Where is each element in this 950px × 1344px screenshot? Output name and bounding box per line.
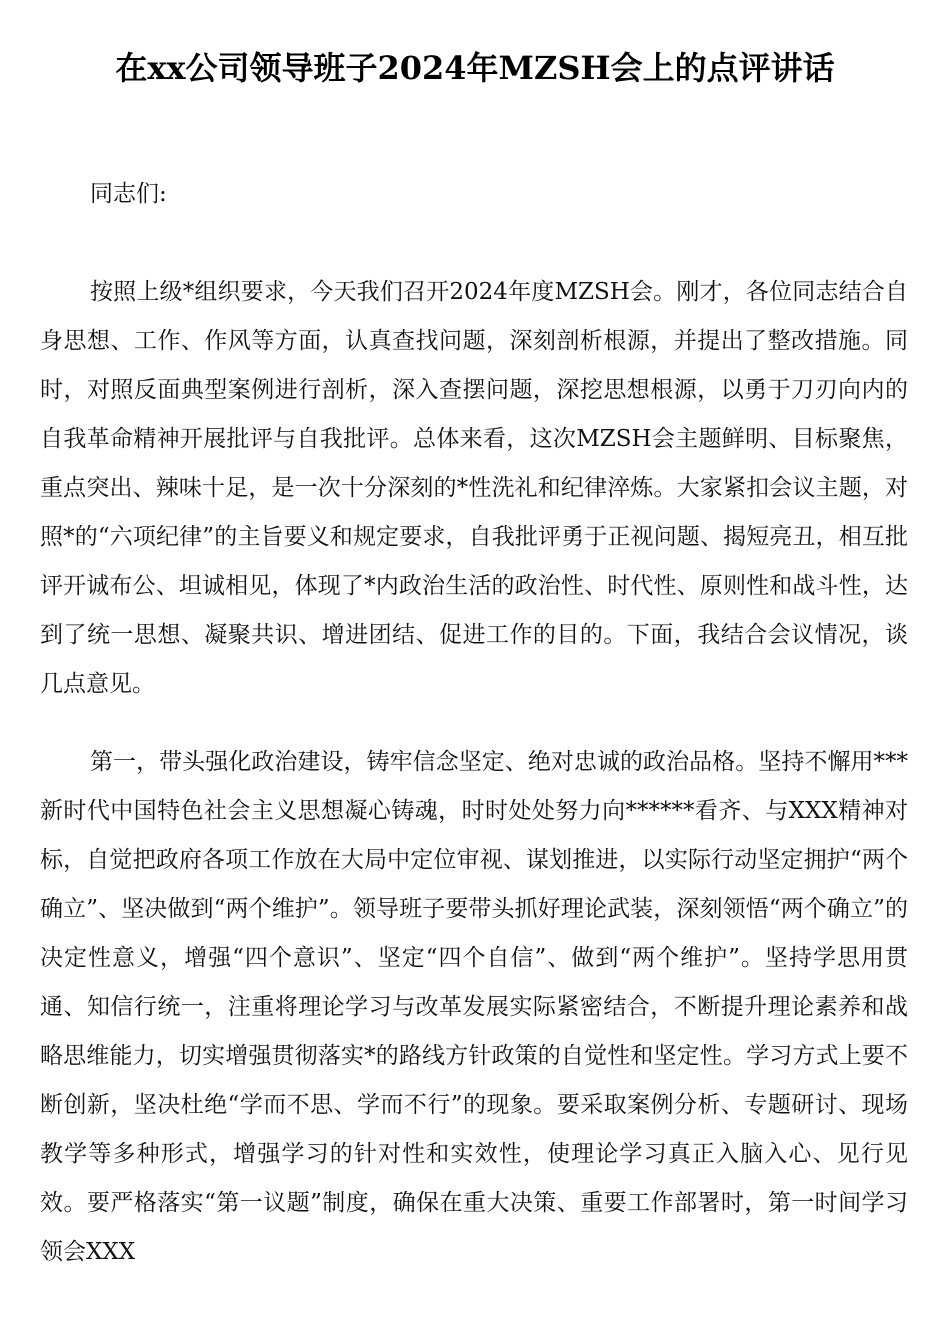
- salutation: 同志们:: [90, 181, 167, 207]
- paragraph-intro: 按照上级*组织要求，今天我们召开2024年度MZSH会。刚才，各位同志结合自身思想、工作、作风等方面，认真查找问题，深刻剖析根源，并提出了整改措施。同时，对照反面典型案例进行剖析，深入查摆问题，深挖思想根源，以勇于刀刃向内的自我革命精神开展批评与自我批评。总体来看，这次MZSH会主题鲜明、目标聚焦，重点突出、辣味十足，是一次十分深刻的*性洗礼和纪律淬炼。大家紧扣会议主题，对照*的“六项纪律”的主旨要义和规定要求，自我批评勇于正视问题、揭短亮丑，相互批评开诚布公、坦诚相见，体现了*内政治生活的政治性、时代性、原则性和战斗性，达到了统一思想、凝聚共识、增进团结、促进工作的目的。下面，我结合会议情况，谈几点意见。: [40, 279, 908, 697]
- document-title: 在xx公司领导班子2024年MZSH会上的点评讲话: [115, 49, 835, 87]
- paragraph-first-point: 第一，带头强化政治建设，铸牢信念坚定、绝对忠诚的政治品格。坚持不懈用***新时代中国特色社会主义思想凝心铸魂，时时处处努力向******看齐、与XXX精神对标，自觉把政府各项工作放在大局中定位审视、谋划推进，以实际行动坚定拥护“两个确立”、坚决做到“两个维护”。领导班子要带头抓好理论武装，深刻领悟“两个确立”的决定性意义，增强“四个意识”、坚定“四个自信”、做到“两个维护”。坚持学思用贯通、知信行统一，注重将理论学习与改革发展实际紧密结合，不断提升理论素养和战略思维能力，切实增强贯彻落实*的路线方针政策的自觉性和坚定性。学习方式上要不断创新，坚决杜绝“学而不思、学而不行”的现象。要采取案例分析、专题研讨、现场教学等多种形式，增强学习的针对性和实效性，使理论学习真正入脑入心、见行见效。要严格落实“第一议题”制度，确保在重大决策、重要工作部署时，第一时间学习领会XXX: [40, 749, 908, 1265]
